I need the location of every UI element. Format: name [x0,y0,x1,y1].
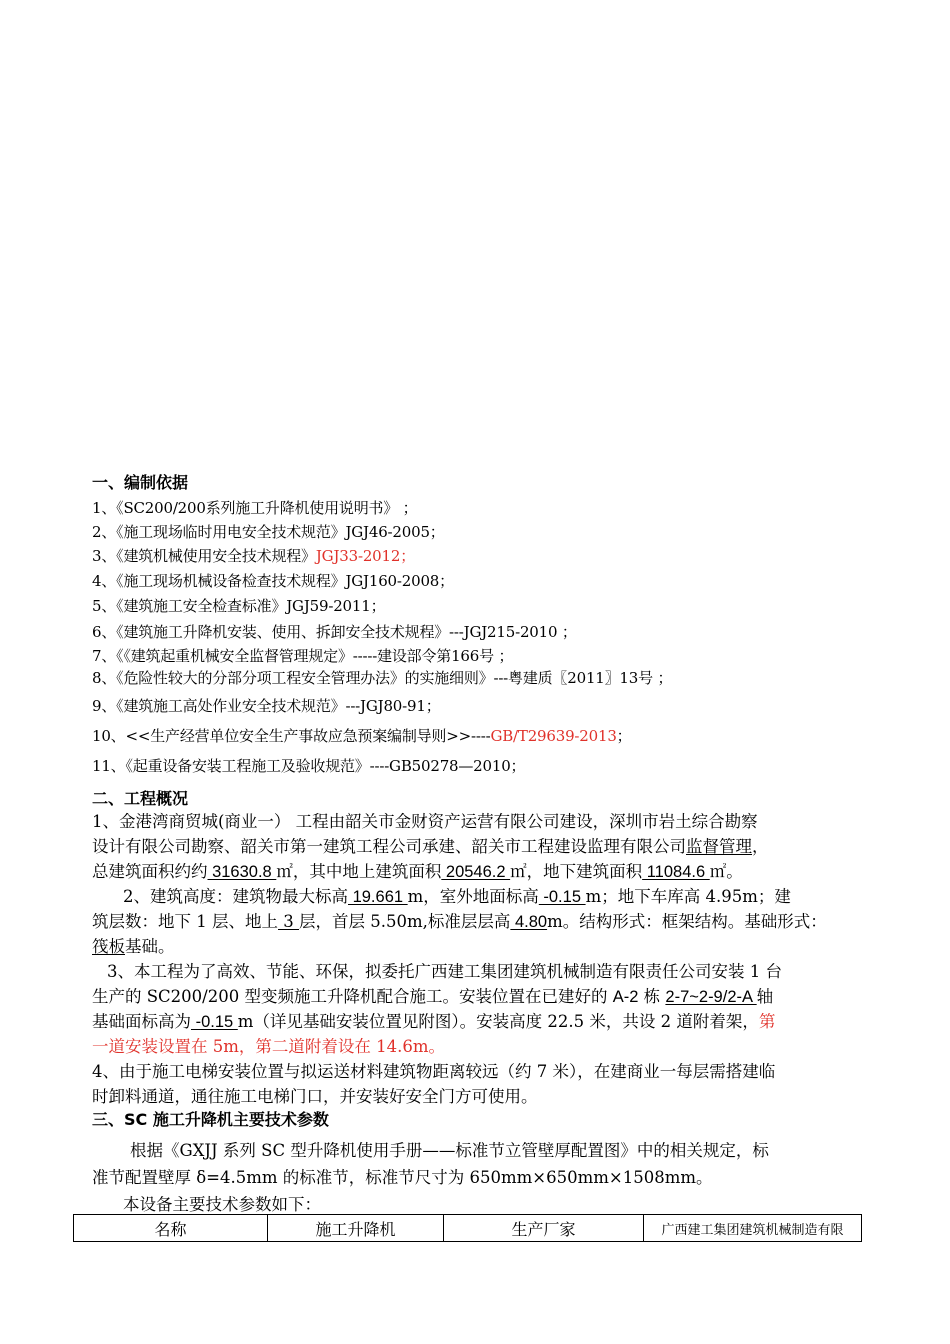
highlight-text: 第 [758,1012,776,1031]
ground-elevation-value: -0.15 [538,888,586,906]
overview-paragraph-3-line-3: 基础面标高为 -0.15 m（详见基础安装位置见附图）。安装高度 22.5 米，共设 2 道附着架，第 [92,1012,776,1031]
parameters-paragraph-line-1: 根据《GXJJ 系列 SC 型升降机使用手册——标准节立管壁厚配置图》中的相关规定，标 [130,1141,769,1160]
overview-paragraph-2-line-3: 筏板基础。 [92,937,175,956]
section-heading-parameters: 三、SC 施工升降机主要技术参数 [92,1110,329,1129]
overview-paragraph-2-line-1: 2、建筑高度：建筑物最大标高 19.661 m，室外地面标高 -0.15 m；地下车库高 4.95m；建 [123,887,791,906]
overview-paragraph-3-line-4: 一道安装设置在 5m，第二道附着设在 14.6m。 [92,1037,446,1056]
overview-paragraph-2-line-2: 筑层数：地下 1 层、地上 3 层，首层 5.50m,标准层层高 4.80m。结构形式：框架结构。基础形式： [92,912,827,931]
reference-item: 6、《建筑施工升降机安装、使用、拆卸安全技术规程》---JGJ215-2010 ； [92,623,577,641]
reference-item: 11、《起重设备安装工程施工及验收规范》----GB50278—2010； [92,757,526,775]
floors-value: 3 [278,912,299,931]
overview-paragraph-3-line-1: 3、本工程为了高效、节能、环保，拟委托广西建工集团建筑机械制造有限责任公司安装 1 台 [107,962,782,981]
reference-item: 3、《建筑机械使用安全技术规程》JGJ33-2012； [92,547,415,565]
parameters-paragraph-line-2: 准节配置壁厚 δ=4.5mm 的标准节，标准节尺寸为 650mm×650mm×1508mm。 [92,1168,713,1187]
axis-value: 2-7~2-9/2-A [665,988,757,1006]
highlight-text: GB/T29639-2013 [490,727,617,745]
table-row [74,1215,862,1242]
max-height-value: 19.661 [348,888,408,906]
above-ground-area-value: 20546.2 [441,863,511,881]
foundation-type-value: 筏板 [92,937,125,956]
standard-floor-height-value: 4.80 [510,913,548,931]
overview-paragraph-1-line-2: 设计有限公司勘察、韶关市第一建筑工程公司承建、韶关市工程建设监理有限公司监督管理， [92,837,769,856]
reference-item: 1、《SC200/200系列施工升降机使用说明书》 ； [92,499,418,517]
table-cell: 名称 [74,1215,268,1242]
overview-paragraph-4-line-2: 时卸料通道，通往施工电梯门口，并安装好安全门方可使用。 [92,1087,538,1106]
table-cell: 广西建工集团建筑机械制造有限 [644,1215,862,1242]
highlight-text: JGJ33-2012； [315,547,415,565]
total-area-value: 31630.8 [207,863,277,881]
parameters-table [73,1214,862,1242]
reference-item: 8、《危险性较大的分部分项工程安全管理办法》的实施细则》---粤建质〖2011〗13号 ； [92,669,673,687]
reference-item: 9、《建筑施工高处作业安全技术规范》---JGJ80-91； [92,697,441,715]
reference-item: 4、《施工现场机械设备检查技术规程》JGJ160-2008； [92,572,454,590]
section-heading-overview: 二、工程概况 [92,789,189,808]
table-cell: 生产厂家 [444,1215,644,1242]
reference-item: 2、《施工现场临时用电安全技术规范》JGJ46-2005； [92,523,445,541]
foundation-elevation-value: -0.15 [191,1013,238,1031]
overview-paragraph-3-line-2: 生产的 SC200/200 型变频施工升降机配合施工。安装位置在已建好的 A-2 栋 2-7~2-9/2-A 轴 [92,987,774,1006]
reference-item: 10、<<生产经营单位安全生产事故应急预案编制导则>>----GB/T29639-2013； [92,727,632,745]
below-ground-area-value: 11084.6 [642,863,710,881]
overview-paragraph-1-line-1: 1、金港湾商贸城(商业一） 工程由韶关市金财资产运营有限公司建设，深圳市岩土综合勘察 [92,812,758,831]
overview-paragraph-1-line-3: 总建筑面积约约 31630.8 ㎡，其中地上建筑面积 20546.2 ㎡，地下建筑面积 11084.6 ㎡。 [92,862,743,881]
reference-item: 7、《《建筑起重机械安全监督管理规定》-----建设部令第166号 ； [92,647,514,665]
parameters-intro: 本设备主要技术参数如下： [123,1195,321,1214]
reference-item: 5、《建筑施工安全检查标准》JGJ59-2011； [92,597,386,615]
table-cell: 施工升降机 [268,1215,444,1242]
overview-paragraph-4-line-1: 4、由于施工电梯安装位置与拟运送材料建筑物距离较远（约 7 米），在建商业一每层需搭建临 [92,1062,776,1081]
section-heading-basis: 一、编制依据 [92,473,189,492]
